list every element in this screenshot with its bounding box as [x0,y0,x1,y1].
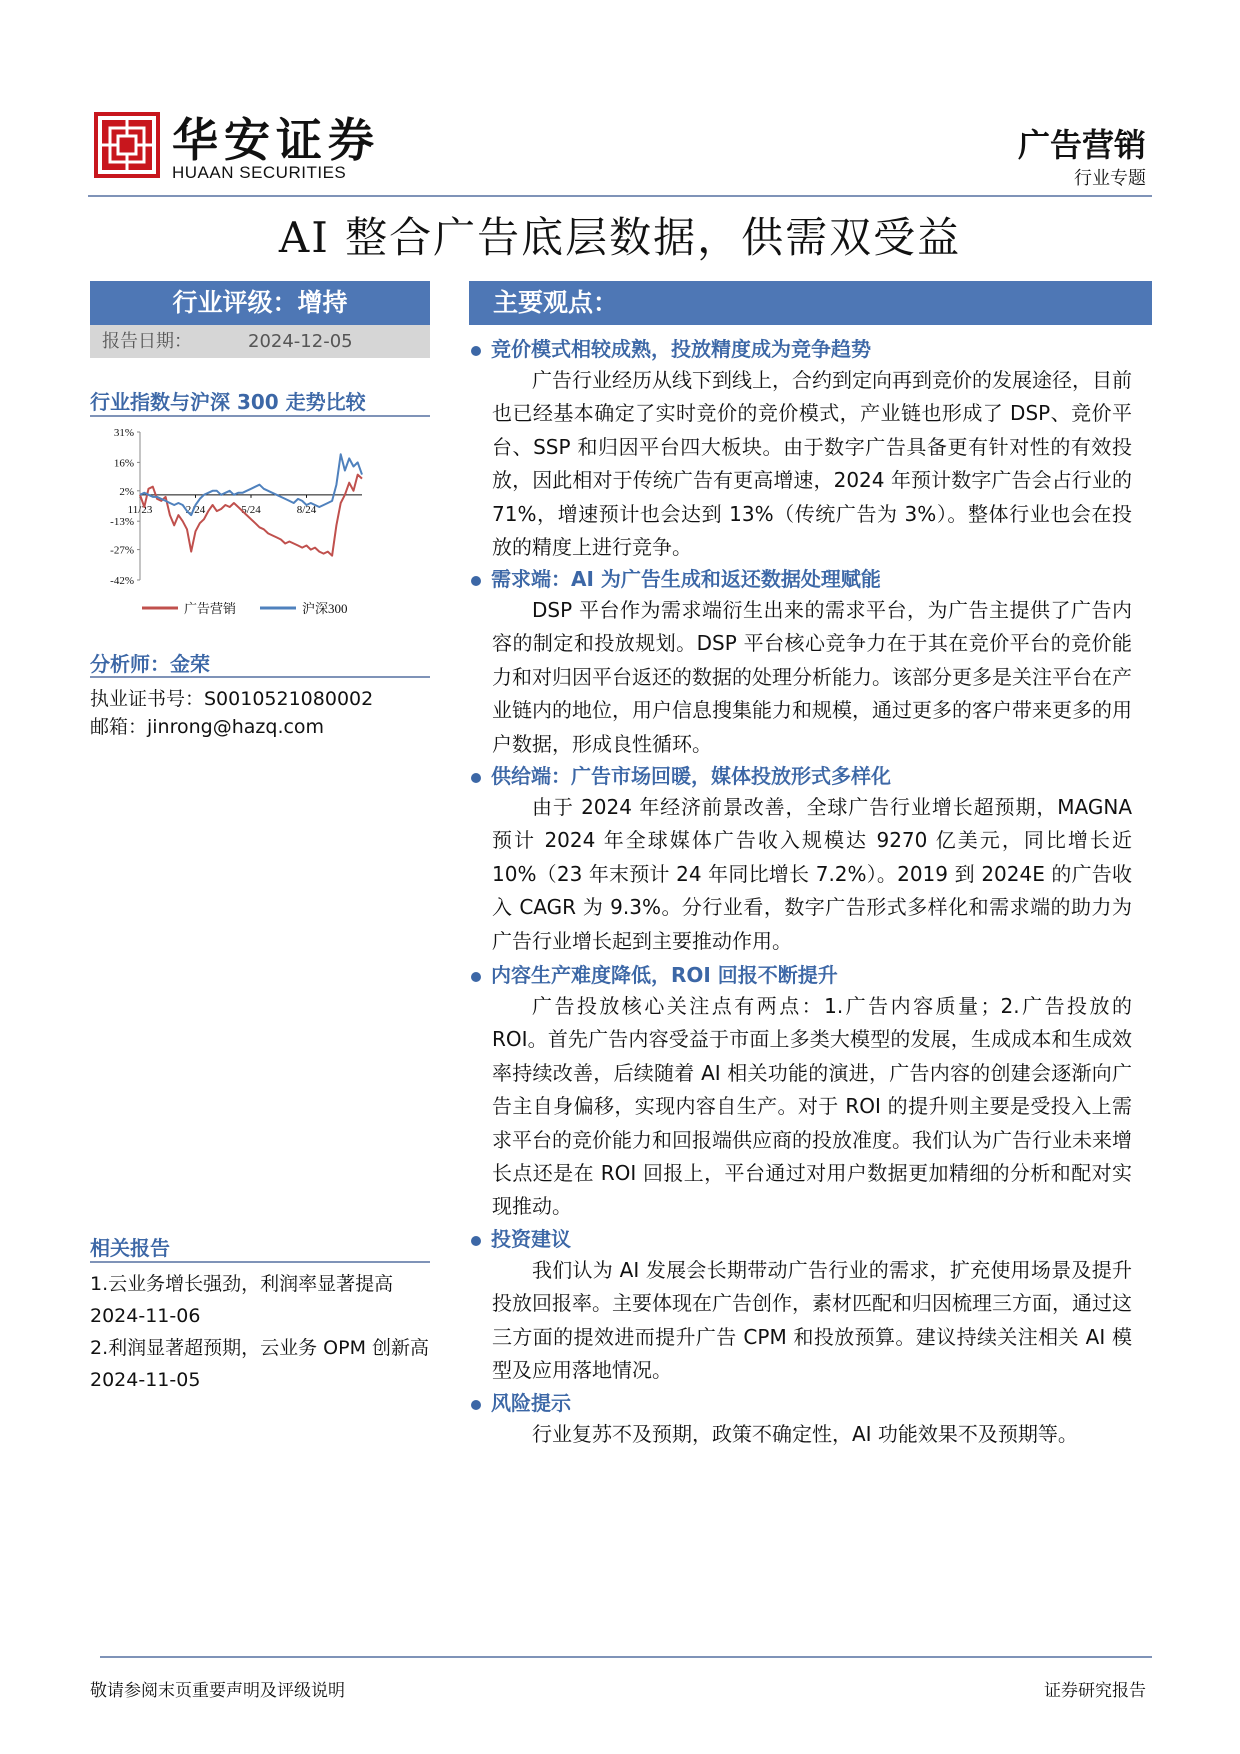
related-report-2[interactable]: 2.利润显著超预期，云业务 OPM 创新高 2024-11-05 [90,1337,430,1391]
bullet-icon [471,1236,481,1246]
section-text-3: 由于 2024 年经济前景改善，全球广告行业增长超预期，MAGNA 预计 2024 年全球媒体广告收入规模达 9270 亿美元，同比增长近 10%（23 年末预计 24 年同比增长 7.2%）。2019 到 2024E 的广告收入 CAGR 为 9.3%。分行业看，数字广告形式多样化和需求端的助力为广告行业增长起到主要推动作用。 [492,795,1132,953]
report-date-label: 报告日期： [102,331,192,352]
legend-label: 沪深300 [302,601,348,616]
footer-divider [100,1656,1152,1658]
section-text-5: 我们认为 AI 发展会长期带动广告行业的需求，扩充使用场景及提升投放回报率。主要体现在广告创作，素材匹配和归因梳理三方面，通过这三方面的提效进而提升广告 CPM 和投放预算。建议持续关注相关 AI 模型及应用落地情况。 [492,1258,1132,1383]
chart-title-divider [90,415,430,417]
chart-title: 行业指数与沪深 300 走势比较 [90,390,366,414]
section-heading-1: 竞价模式相较成熟，投放精度成为竞争趋势 [471,333,871,362]
y-tick-label: 31% [113,427,134,439]
legend-label: 广告营销 [184,601,237,616]
bullet-icon [471,773,481,783]
report-date-value: 2024-12-05 [248,331,353,352]
industry-rating: 行业评级：增持 [90,281,430,325]
section-text-1: 广告行业经历从线下到线上，合约到定向再到竞价的发展途径，目前也已经基本确定了实时竞价的竞价模式，产业链也形成了 DSP、竞价平台、SSP 和归因平台四大板块。由于数字广告具备更有针对性的有效投放，因此相对于传统广告有更高增速，2024 年预计数字广告会占行业的 71%，增速预计也会达到 13%（传统广告为 3%）。整体行业也会在投放的精度上进行竞争。 [492,368,1132,560]
logo-seal-icon [94,112,160,178]
bullet-icon [471,972,481,982]
report-date-bar [90,325,430,358]
section-heading-4: 内容生产难度降低，ROI 回报不断提升 [471,959,838,988]
related-report-1[interactable]: 1.云业务增长强劲，利润率显著提高 2024-11-06 [90,1273,394,1327]
section-heading-3: 供给端：广告市场回暖，媒体投放形式多样化 [471,760,891,789]
x-tick-label: 8/24 [296,503,317,516]
header-divider [88,195,1152,197]
y-tick-label: -27% [110,544,134,557]
company-name-cn: 华安证券 [172,113,380,167]
analyst-email: 邮箱：jinrong@hazq.com [90,716,325,738]
x-tick-label: 5/24 [241,503,261,516]
footer-disclaimer[interactable]: 敬请参阅末页重要声明及评级说明 [90,1681,345,1701]
related-reports-heading: 相关报告 [90,1236,170,1260]
report-type: 行业专题 [1074,168,1146,189]
footer-report-label: 证券研究报告 [1044,1681,1146,1701]
bullet-icon [471,1400,481,1410]
main-views-heading: 主要观点： [469,281,1152,325]
x-tick-label: 2/24 [185,503,206,516]
license-number: 执业证书号：S0010521080002 [90,688,374,710]
section-heading-2: 需求端：AI 为广告生成和返还数据处理赋能 [471,563,881,592]
company-name-en: HUAAN SECURITIES [172,163,347,182]
section-text-2: DSP 平台作为需求端衍生出来的需求平台，为广告主提供了广告内容的制定和投放规划。DSP 平台核心竞争力在于其在竞价平台的竞价能力和对归因平台返还的数据的处理分析能力。该部分更多是关注平台在产业链内的地位，用户信息搜集能力和规模，通过更多的客户带来更多的用户数据，形成良性循环。 [492,598,1132,756]
index-comparison-chart [90,420,435,630]
y-tick-label: -42% [110,575,134,587]
y-tick-label: 2% [119,485,134,498]
y-tick-label: 16% [113,457,134,470]
analyst-heading: 分析师：金荣 [90,652,210,676]
company-logo-mark [94,112,160,178]
y-tick-label: -13% [110,516,134,529]
section-text-6: 行业复苏不及预期，政策不确定性，AI 功能效果不及预期等。 [532,1422,1078,1446]
section-heading-6: 风险提示 [471,1387,571,1416]
analyst-divider [90,676,430,678]
section-heading-5: 投资建议 [471,1223,571,1252]
related-divider [90,1261,430,1263]
bullet-icon [471,576,481,586]
x-tick-label: 11/23 [127,503,153,516]
sector-name: 广告营销 [1017,126,1146,164]
section-text-4: 广告投放核心关注点有两点：1.广告内容质量；2.广告投放的 ROI。首先广告内容受益于市面上多类大模型的发展，生成成本和生成效率持续改善，后续随着 AI 相关功能的演进，广告内容的创建会逐渐向广告主自身偏移，实现内容自生产。对于 ROI 的提升则主要是受投入上需求平台的竞价能力和回报端供应商的投放准度。我们认为广告行业未来增长点还是在 ROI 回报上，平台通过对用户数据更加精细的分析和配对实现推动。 [492,994,1132,1219]
bullet-icon [471,346,481,356]
report-title: AI 整合广告底层数据，供需双受益 [278,213,962,262]
